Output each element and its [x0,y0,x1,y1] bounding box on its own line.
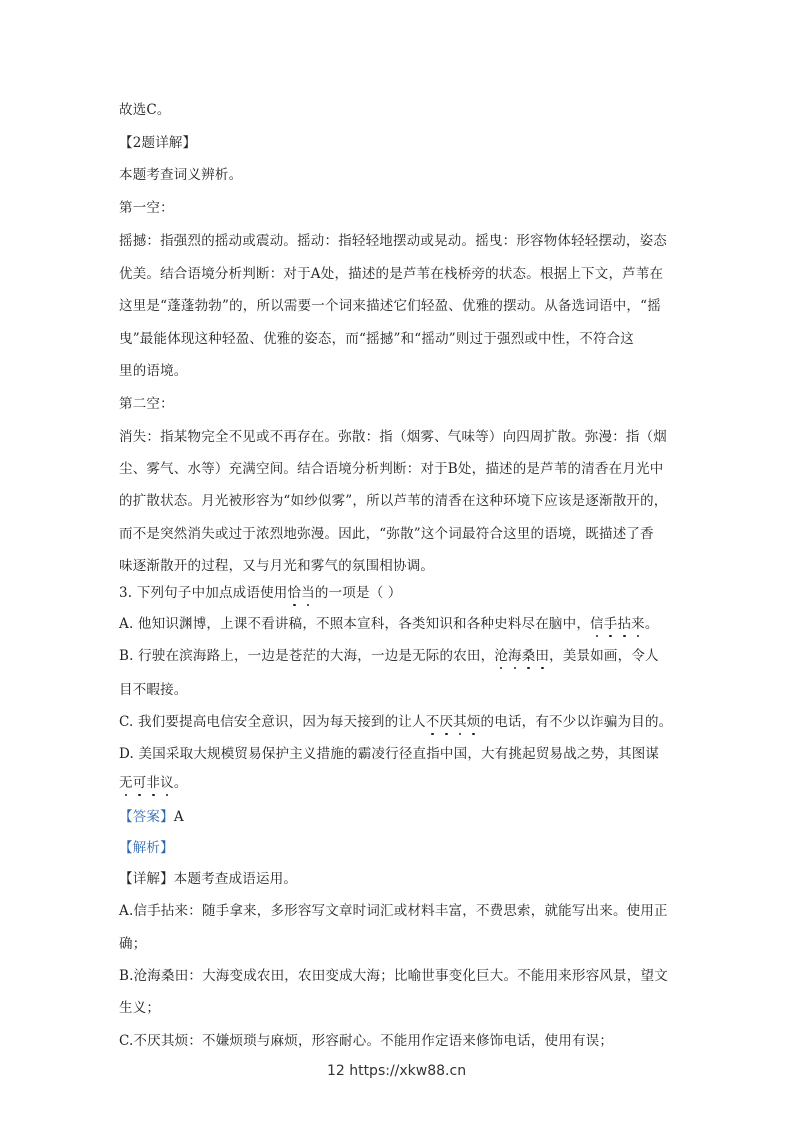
answer-label: 【答案】 [119,809,174,825]
dotted-char: 无 [119,771,133,791]
text-line: 摇撼：指强烈的摇动或震动。摇动：指轻轻地摆动或晃动。摇曳：形容物体轻轻摆动，姿态 [119,233,667,249]
text-line: 消失：指某物完全不见或不再存在。弥散：指（烟雾、气味等）向四周扩散。弥漫：指（烟 [119,429,667,445]
dotted-char: 当 [301,581,315,601]
dotted-char: 议 [160,771,174,791]
text-line: 本题考查词义辨析。 [119,167,243,183]
dotted-char: 其 [453,710,467,730]
text-line: 的扩散状态。月光被形容为“如纱似雾”，所以芦苇的清香在这种环境下应该是逐渐散开的， [119,493,668,509]
dotted-char: 烦 [467,710,481,730]
option-d-cont: 无可非议。 [119,771,188,791]
dotted-char: 不 [426,710,440,730]
page-footer: 12 https://xkw88.cn [326,1063,467,1079]
detail-line: B.沧海桑田：大海变成农田，农田变成大海；比喻世事变化巨大。不能用来形容风景，望文 [119,968,668,984]
text-line: 尘、雾气、水等）充满空间。结合语境分析判断：对于B处，描述的是芦苇的清香在月光中 [119,461,664,477]
detail-line: 生义； [119,1000,161,1016]
detail-line: 【详解】本题考查成语运用。 [119,871,298,887]
dotted-char: 信 [590,612,604,632]
option-c: C. 我们要提高电信安全意识，因为每天接到的让人不厌其烦的电话，有不少以诈骗为目的。 [119,710,672,730]
text-line: 里的语境。 [119,363,188,379]
detail-line: 确； [119,936,147,952]
option-a: A. 他知识渊博，上课不看讲稿，不照本宣科，各类知识和各种史料尽在脑中，信手拈来。 [119,612,659,632]
dotted-char: 可 [133,771,147,791]
option-b-cont: 目不暇接。 [119,682,188,698]
question-stem: 3. 下列句子中加点成语使用恰当的一项是（ ） [119,581,402,601]
answer-line [119,805,184,825]
dotted-char: 手 [604,612,618,632]
text-line: 这里是“蓬蓬勃勃”的，所以需要一个词来描述它们轻盈、优雅的摆动。从备选词语中，“摇 [119,298,661,314]
detail-line: C.不厌其烦：不嫌烦琐与麻烦，形容耐心。不能用作定语来修饰电话，使用有误； [119,1033,614,1049]
text-line: 故选C。 [119,102,171,118]
detail-line: A.信手拈来：随手拿来，多形容写文章时词汇或材料丰富，不费思索，就能写出来。使用正 [119,903,668,919]
text-line: 而不是突然消失或过于浓烈地弥漫。因此，“弥散”这个词最符合这里的语境，既描述了香 [119,526,654,542]
answer-value: A [173,809,184,825]
text-line: 味逐渐散开的过程，又与月光和雾气的氛围相协调。 [119,558,435,574]
option-d: D. 美国采取大规模贸易保护主义措施的霸凌行径直指中国，大有挑起贸易战之势，其图谋 [119,746,660,762]
text-line: 曳”最能体现这种轻盈、优雅的姿态，而“摇撼”和“摇动”则过于强烈或中性，不符合这 [119,331,635,347]
section-heading: 【2题详解】 [119,135,197,151]
text-line: 优美。结合语境分析判断：对于A处，描述的是芦苇在栈桥旁的状态。根据上下文，芦苇在 [119,266,664,282]
analysis-label: 【解析】 [119,840,174,856]
dotted-char: 拈 [617,612,631,632]
option-b: B. 行驶在滨海路上，一边是苍茫的大海，一边是无际的农田，沧海桑田，美景如画，令人 [119,644,659,664]
dotted-char: 非 [146,771,160,791]
text-line: 第二空： [119,396,174,412]
text-line: 第一空： [119,200,174,216]
dotted-char: 沧 [494,644,508,664]
dotted-char: 来 [631,612,645,632]
dotted-char: 海 [508,644,522,664]
dotted-char: 田 [535,644,549,664]
dotted-char: 恰 [287,581,301,601]
dotted-char: 厌 [439,710,453,730]
dotted-char: 桑 [522,644,536,664]
